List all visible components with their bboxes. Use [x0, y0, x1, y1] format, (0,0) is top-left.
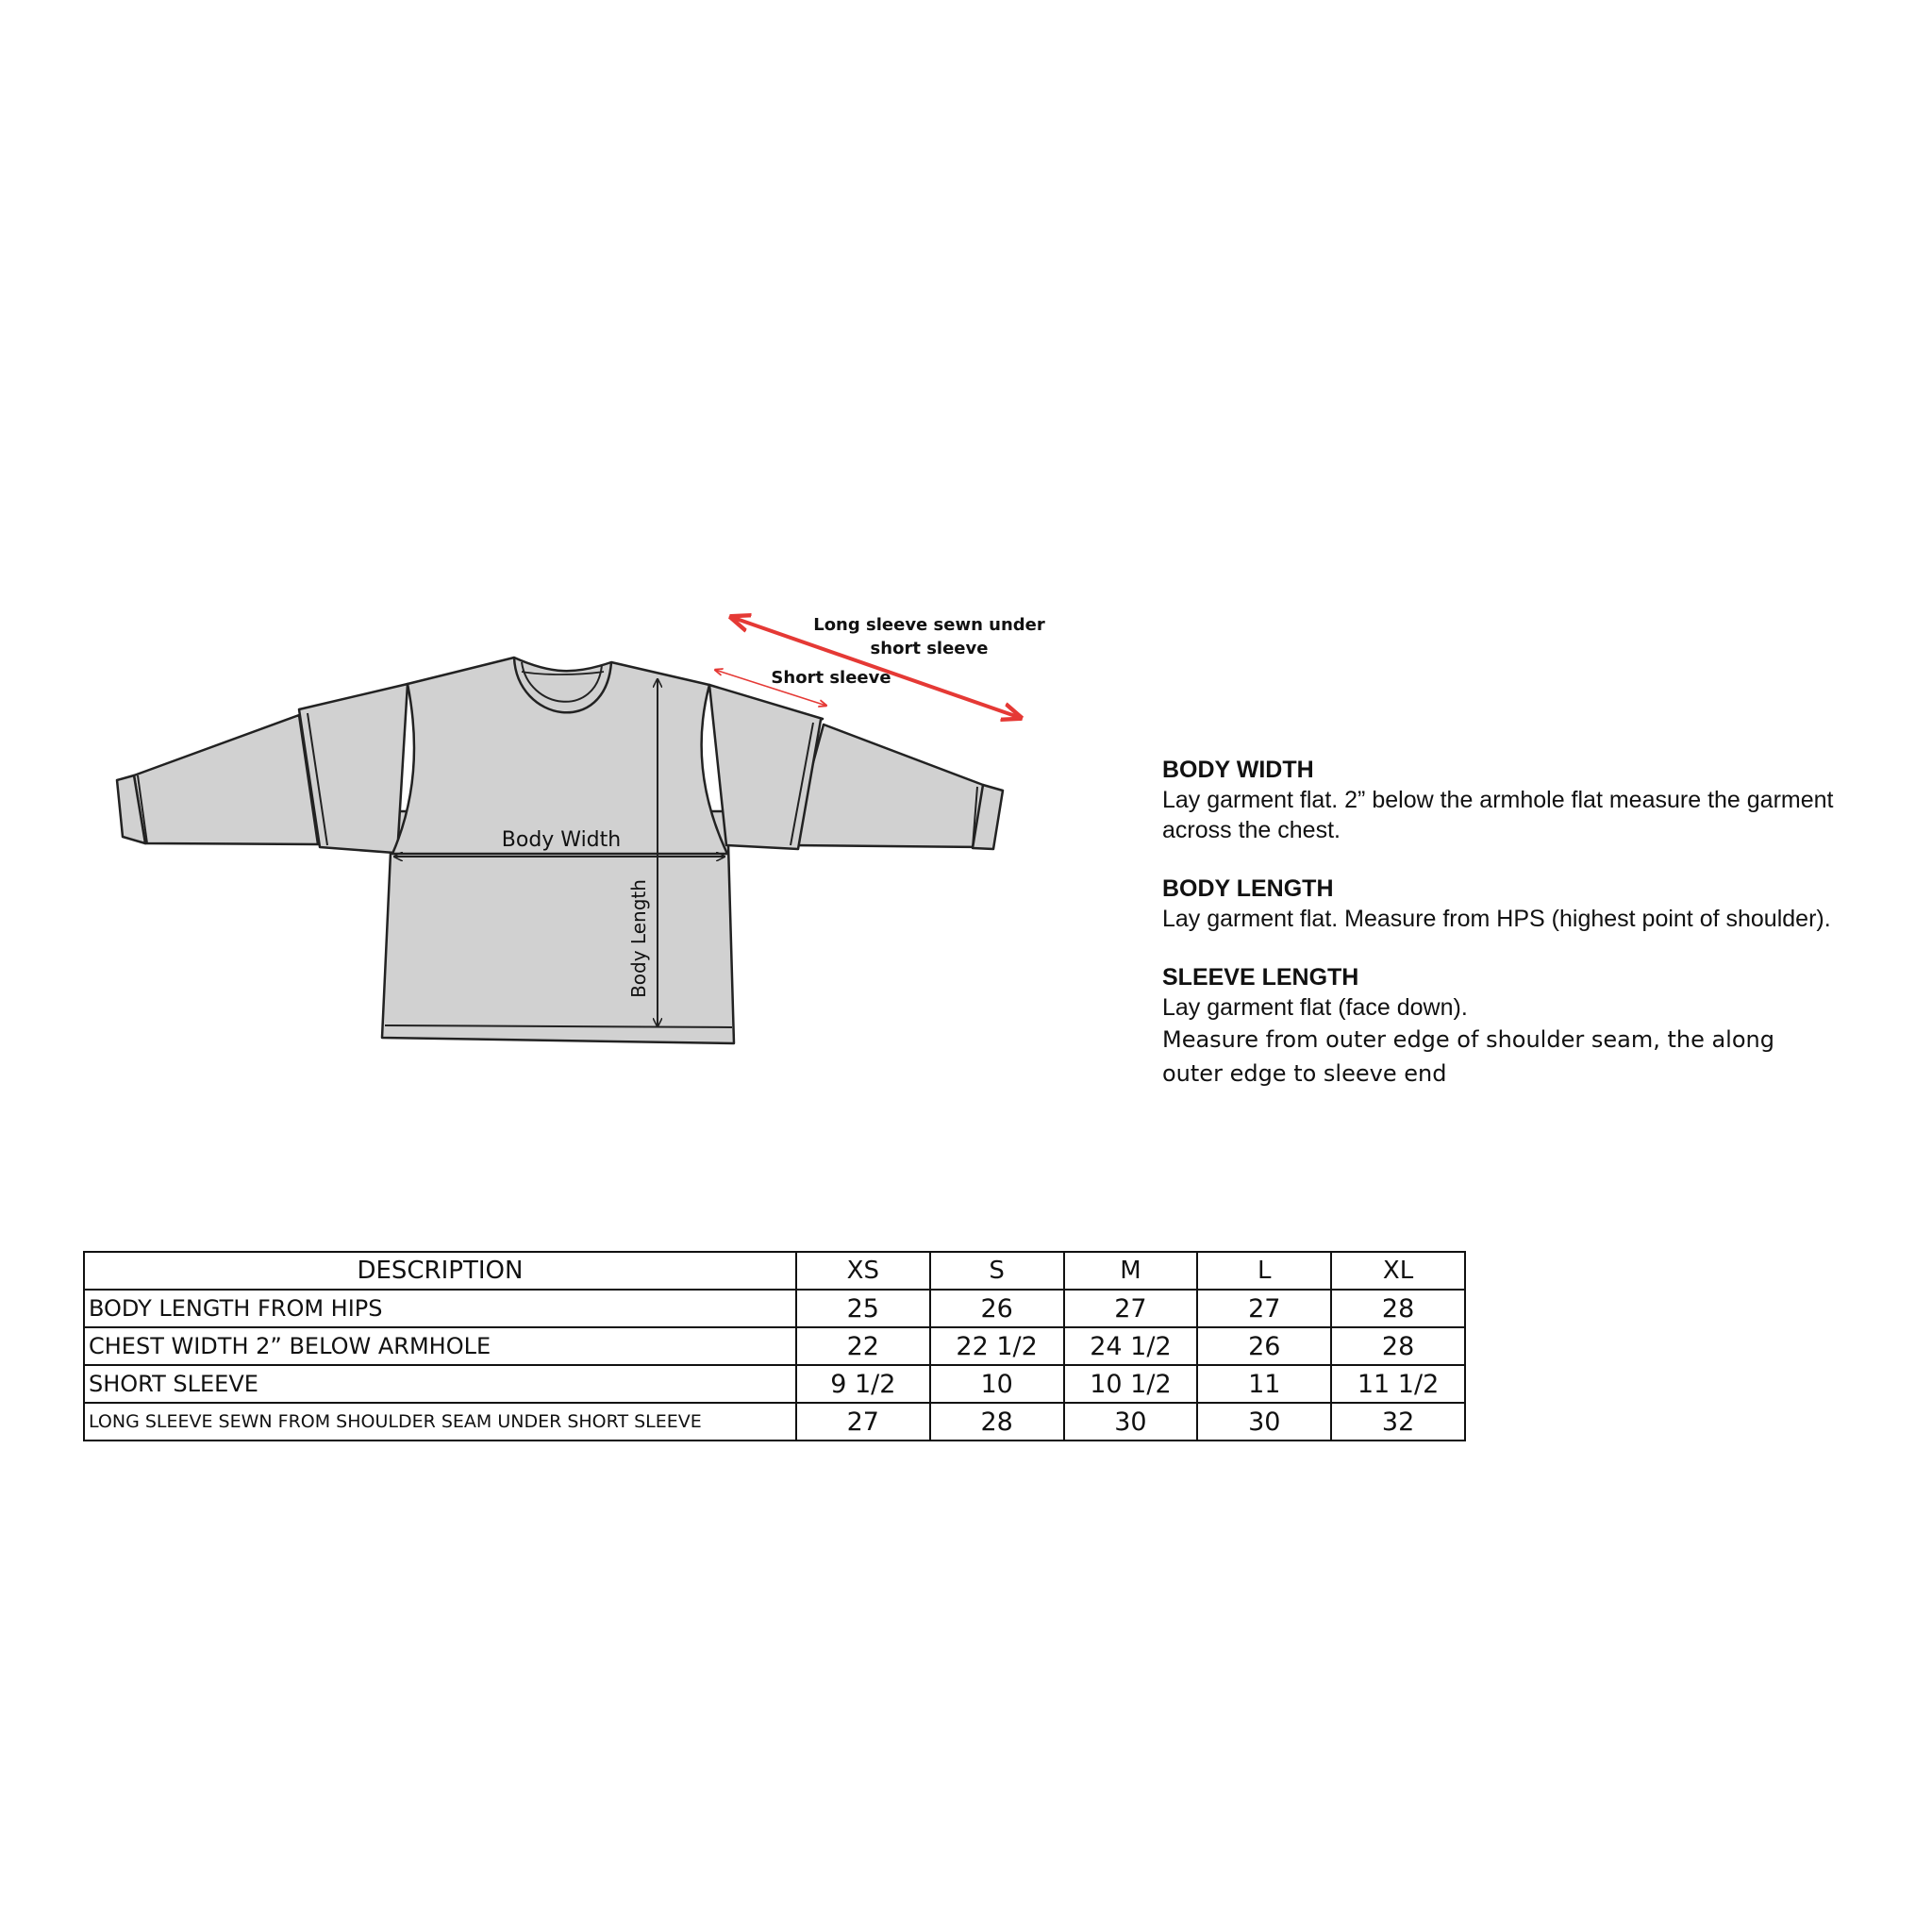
table-cell: 28 — [1331, 1290, 1465, 1327]
size-chart-table — [83, 1251, 1466, 1441]
body-length-label: Body Length — [627, 879, 650, 998]
table-cell: 27 — [1197, 1290, 1331, 1327]
table-cell: 30 — [1064, 1403, 1198, 1441]
instruction-heading: SLEEVE LENGTH — [1162, 964, 1359, 991]
column-header-size: S — [930, 1252, 1064, 1290]
row-description: LONG SLEEVE SEWN FROM SHOULDER SEAM UNDER SHORT SLEEVE — [84, 1403, 796, 1441]
table-cell: 11 — [1197, 1365, 1331, 1403]
table-cell: 22 — [796, 1327, 930, 1365]
row-description: CHEST WIDTH 2” BELOW ARMHOLE — [84, 1327, 796, 1365]
instruction-heading: BODY WIDTH — [1162, 757, 1314, 783]
table-cell: 24 1/2 — [1064, 1327, 1198, 1365]
body-width-label: Body Width — [501, 828, 622, 852]
left-long-sleeve — [134, 715, 318, 844]
sweater-yoke — [392, 658, 727, 854]
table-cell: 10 — [930, 1365, 1064, 1403]
instruction-heading: BODY LENGTH — [1162, 875, 1334, 902]
row-description: SHORT SLEEVE — [84, 1365, 796, 1403]
short-sleeve-label: Short sleeve — [771, 668, 891, 688]
table-cell: 28 — [930, 1403, 1064, 1441]
table-cell: 32 — [1331, 1403, 1465, 1441]
table-cell: 9 1/2 — [796, 1365, 930, 1403]
table-cell: 26 — [1197, 1327, 1331, 1365]
instruction-text: Lay garment flat (face down). — [1162, 994, 1468, 1021]
instruction-text: Lay garment flat. 2” below the armhole flat measure the garment across the chest. — [1162, 787, 1834, 843]
table-row — [84, 1327, 1465, 1365]
column-header-size: M — [1064, 1252, 1198, 1290]
instruction-sleeve-length — [1162, 962, 1841, 1091]
measurement-instructions — [1162, 755, 1841, 1119]
table-cell: 27 — [1064, 1290, 1198, 1327]
table-cell: 28 — [1331, 1327, 1465, 1365]
column-header-size: L — [1197, 1252, 1331, 1290]
table-row — [84, 1365, 1465, 1403]
instruction-body-width — [1162, 755, 1841, 845]
table-cell: 22 1/2 — [930, 1327, 1064, 1365]
column-header-size: XS — [796, 1252, 930, 1290]
table-header-row — [84, 1252, 1465, 1290]
table-cell: 25 — [796, 1290, 930, 1327]
column-header-description: DESCRIPTION — [84, 1252, 796, 1290]
table-cell: 11 1/2 — [1331, 1365, 1465, 1403]
long-sleeve-label-line1: Long sleeve sewn under — [813, 615, 1045, 635]
long-sleeve-label-line2: short sleeve — [870, 639, 989, 658]
table-row — [84, 1290, 1465, 1327]
table-cell: 27 — [796, 1403, 930, 1441]
instruction-extra-text: Measure from outer edge of shoulder seam, the along outer edge to sleeve end — [1162, 1026, 1774, 1087]
right-long-sleeve — [791, 724, 989, 847]
table-cell: 10 1/2 — [1064, 1365, 1198, 1403]
table-cell: 26 — [930, 1290, 1064, 1327]
instruction-text: Lay garment flat. Measure from HPS (highest point of shoulder). — [1162, 906, 1831, 932]
column-header-size: XL — [1331, 1252, 1465, 1290]
instruction-body-length — [1162, 874, 1841, 934]
table-cell: 30 — [1197, 1403, 1331, 1441]
row-description: BODY LENGTH FROM HIPS — [84, 1290, 796, 1327]
table-row — [84, 1403, 1465, 1441]
